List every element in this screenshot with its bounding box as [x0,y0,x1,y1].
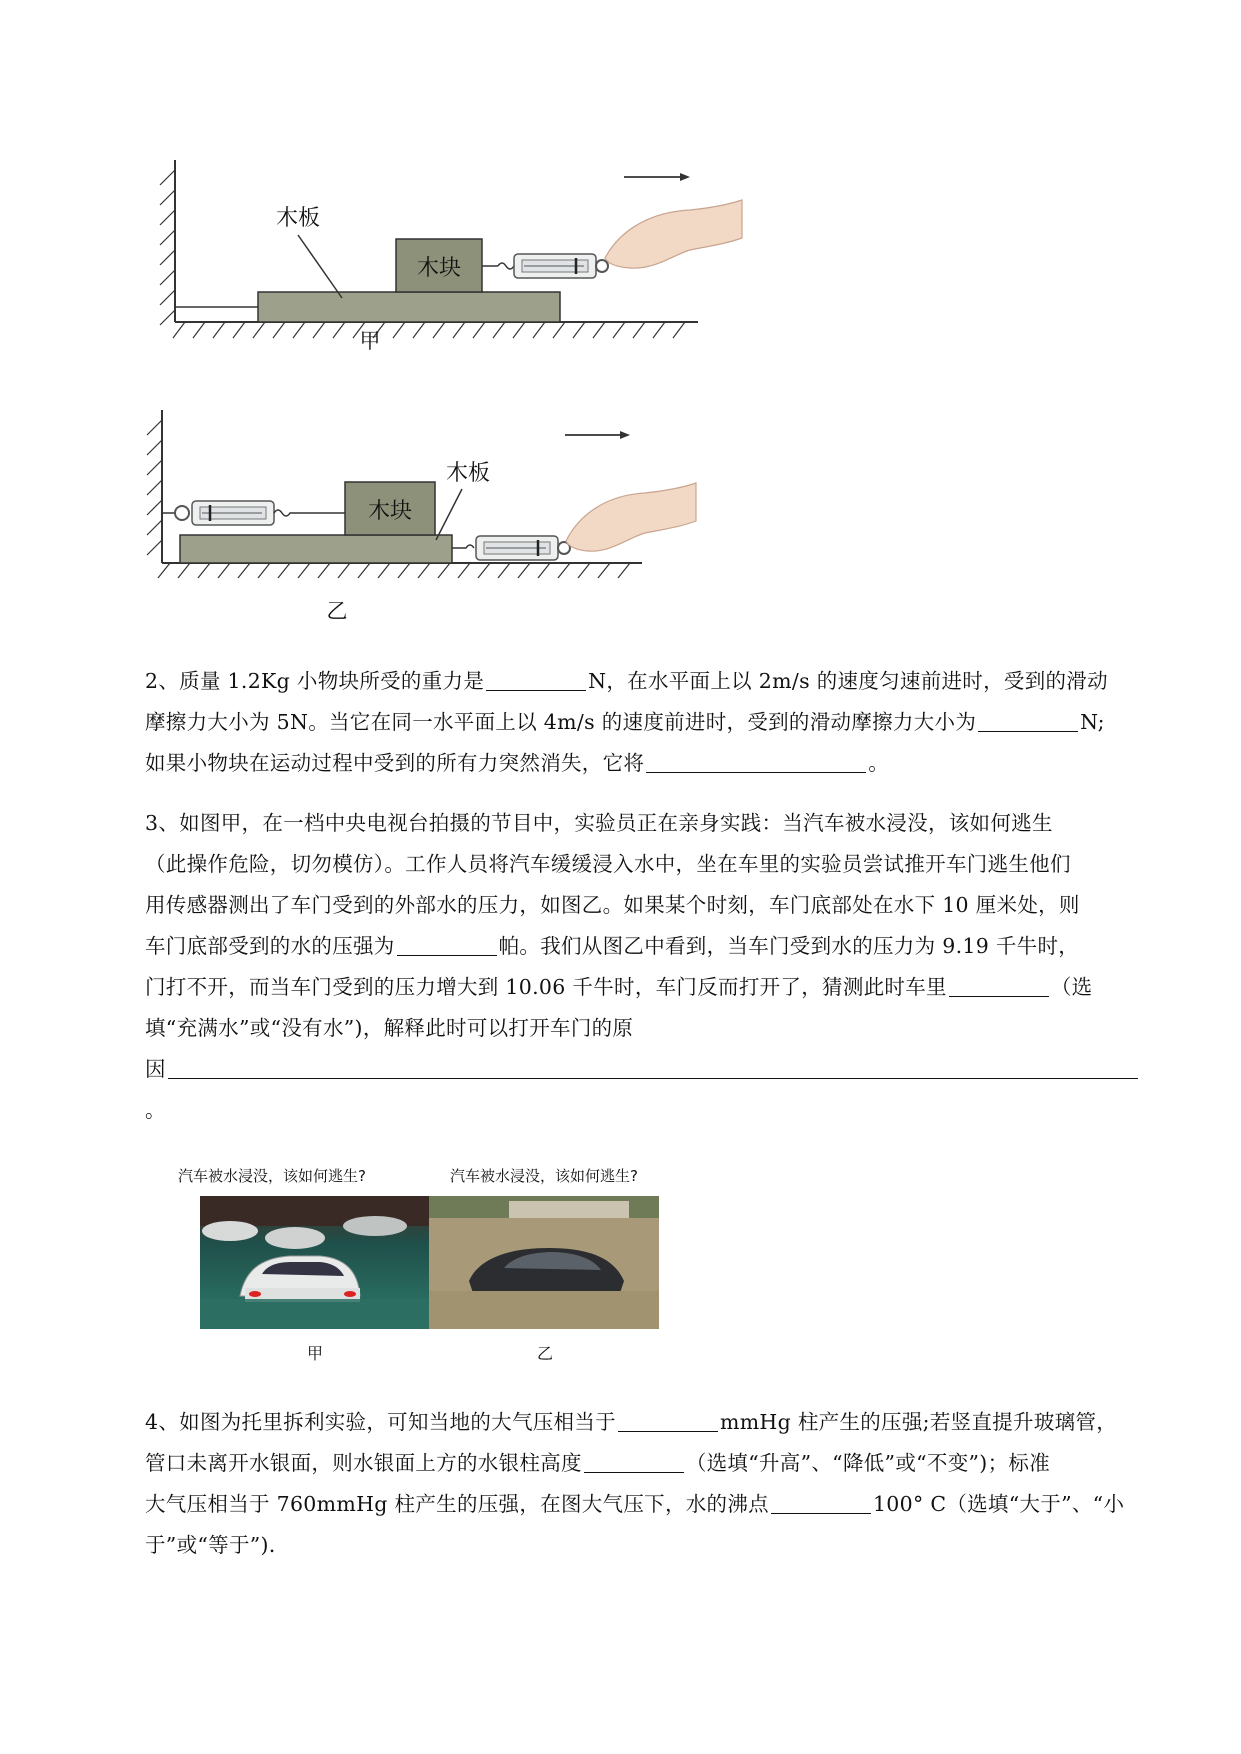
figure-caption-yi: 乙 [326,599,348,623]
answer-blank-mmhg[interactable] [618,1407,718,1432]
q4-line4: 于”或“等于”)． [145,1533,290,1557]
friction-figure-yi [140,405,760,640]
question-2 [145,661,1150,784]
q3-line8: 。 [145,1098,166,1122]
q3-line6: 填“充满水”或“没有水”)，解释此时可以打开车门的原 [145,1016,634,1040]
q3-line1: 3、如图甲，在一档中央电视台拍摄的节目中，实验员正在亲身实践：当汽车被水浸没，该如何逃生 [145,811,1053,835]
q2-line3: 如果小物块在运动过程中受到的所有力突然消失，它将 。 [145,743,1150,784]
arrow-right-icon [565,431,630,439]
photo-label-yi: 乙 [537,1344,554,1363]
hand-icon [566,483,696,551]
answer-blank-pressure[interactable] [397,931,497,956]
wall-hatch [160,170,175,325]
arrow-right-icon [624,173,690,181]
board-label: 木板 [275,206,321,231]
question-4 [145,1402,1150,1566]
block-label: 木块 [416,256,462,281]
hand-icon [605,200,742,268]
photo-caption-right: 汽车被水浸没，该如何逃生? [450,1167,638,1185]
figure-caption-jia: 甲 [359,329,381,353]
photo-label-jia: 甲 [307,1344,324,1363]
answer-blank-boiling[interactable] [771,1489,871,1514]
block-label: 木块 [367,499,413,524]
q3-line5: 门打不开，而当车门受到的压力增大到 10.06 千牛时，车门反而打开了，猜测此时车里 （选 [145,967,1150,1008]
answer-blank-gravity[interactable] [486,666,586,691]
answer-blank-motion[interactable] [646,748,866,773]
flooded-car-photo-jia [200,1196,429,1329]
flooded-car-photo-yi [429,1196,659,1329]
answer-blank-friction[interactable] [978,707,1078,732]
q3-line4: 车门底部受到的水的压强为 帕。我们从图乙中看到，当车门受到水的压力为 9.19 千牛时， [145,926,1150,967]
board-label: 木板 [445,461,491,486]
answer-blank-height[interactable] [584,1448,684,1473]
spring-scale [482,254,608,278]
answer-blank-car-water[interactable] [949,972,1049,997]
q3-line2: （此操作危险，切勿模仿）。工作人员将汽车缓缓浸入水中，坐在车里的实验员尝试推开车门逃生他们 [145,852,1071,876]
friction-figure-jia [150,150,770,400]
board [258,292,560,322]
q3-line3: 用传感器测出了车门受到的外部水的压力，如图乙。如果某个时刻，车门底部处在水下 10 厘米处，则 [145,893,1080,917]
q2-line2: 摩擦力大小为 5N。当它在同一水平面上以 4m/s 的速度前进时，受到的滑动摩擦力大小为 N; [145,702,1150,743]
question-3 [145,803,1150,1131]
q4-line3: 大气压相当于 760mmHg 柱产生的压强，在图大气压下，水的沸点 100° C（选填“大于”、“小 [145,1484,1150,1525]
q2-line1: 2、质量 1.2Kg 小物块所受的重力是 N，在水平面上以 2m/s 的速度匀速前进时，受到的滑动 [145,661,1150,702]
q4-line1: 4、如图为托里拆利实验，可知当地的大气压相当于 mmHg 柱产生的压强;若竖直提升玻璃管， [145,1402,1150,1443]
board [180,535,452,563]
floor-hatch [173,322,685,338]
answer-blank-reason[interactable] [168,1054,1138,1079]
spring-scale-left [162,501,345,525]
q4-line2: 管口未离开水银面，则水银面上方的水银柱高度 （选填“升高”、“降低”或“不变”)；标准 [145,1443,1150,1484]
photo-caption-left: 汽车被水浸没，该如何逃生? [178,1167,366,1185]
q3-line7: 因 [145,1049,1150,1090]
spring-scale-right [452,536,570,560]
